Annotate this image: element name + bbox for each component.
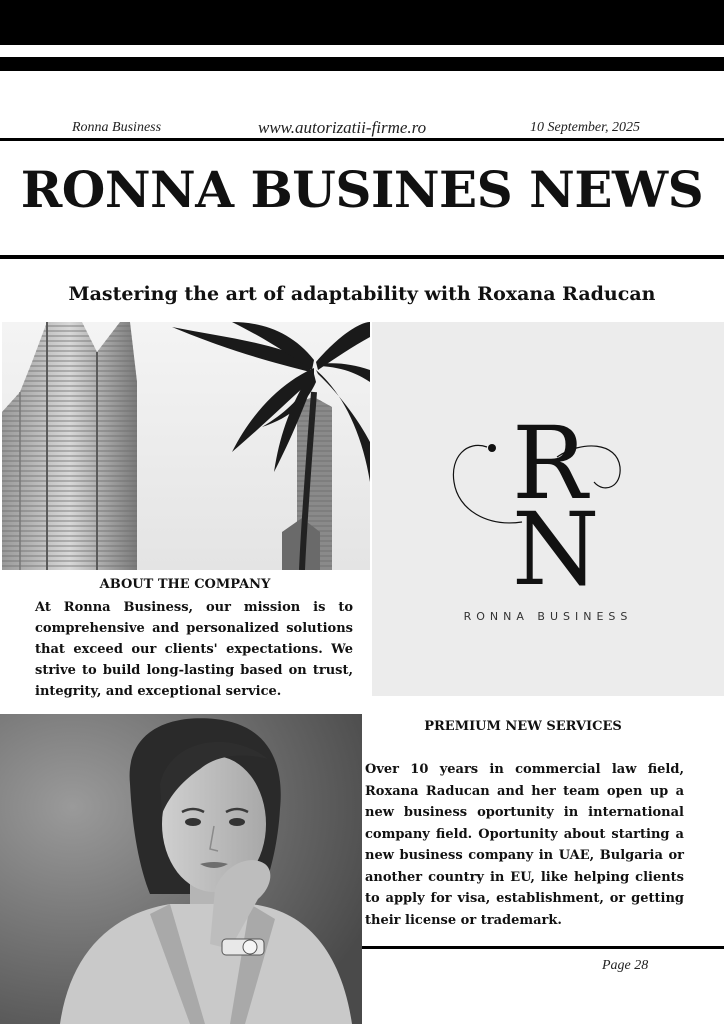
portrait-photo (0, 714, 362, 1024)
second-black-bar (0, 57, 724, 71)
website-link[interactable]: www.autorizatii-firme.ro (258, 118, 427, 137)
rn-monogram-logo (372, 322, 724, 602)
skyline-illustration (2, 322, 370, 570)
issue-date: 10 September, 2025 (530, 120, 641, 135)
logo-letter-r: R (512, 405, 588, 522)
publisher-name: Ronna Business (72, 120, 162, 135)
page-number: Page 28 (602, 958, 649, 973)
logo-caption: RONNA BUSINESS (463, 610, 633, 623)
top-black-bar (0, 0, 724, 45)
about-section-title: ABOUT THE COMPANY (99, 577, 271, 592)
logo-letter-n: N (512, 491, 600, 602)
article-headline: Mastering the art of adaptability with Roxana Raducan (68, 283, 656, 305)
header-divider (0, 138, 724, 141)
masthead-divider (0, 255, 724, 259)
masthead-title: RONNA BUSINES NEWS (20, 160, 704, 219)
services-section-body: Over 10 years in commercial law field, Roxana Raducan and her team open up a new business oportunity in international company field. Oportunity about starting a new business company in UAE, Bulgaria or another country in EU, like helping clients to apply for visa, establishment, or getting their license or trademark. (365, 762, 684, 928)
services-section-title: PREMIUM NEW SERVICES (424, 719, 622, 734)
portrait-illustration (0, 714, 362, 1024)
city-skyline-photo (2, 322, 370, 570)
footer-divider (362, 946, 724, 949)
brand-logo-panel (372, 322, 724, 696)
about-section-body: At Ronna Business, our mission is to comprehensive and personalized solutions that exceed our clients' expectations. We strive to build long-lasting based on trust, integrity, and exceptional service. (35, 600, 353, 699)
